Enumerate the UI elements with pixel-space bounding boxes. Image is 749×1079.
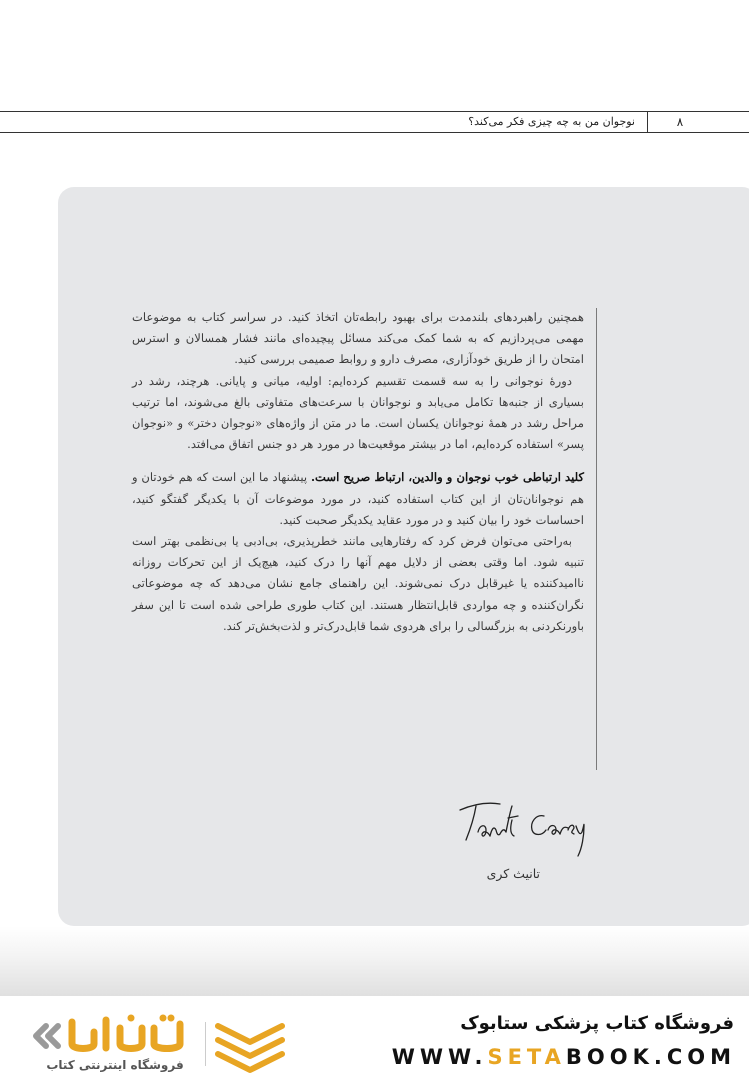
paragraph-1: همچنین راهبردهای بلندمدت برای بهبود رابطه‌تان اتخاذ کنید. در سراسر کتاب به موضوعات مهمی می‌پردازیم که به شما کمک می‌کند مسائل پیچیده‌ای مانند فشار همسالان و استرس امتحان را از طریق خودآزاری، مصرف دارو و روابط صمیمی بررسی کنید. — [132, 310, 584, 367]
body-text — [132, 307, 584, 637]
paragraph-3 — [132, 467, 584, 531]
page-number: ۸ — [676, 115, 684, 129]
store-name: فروشگاه کتاب پزشکی ستابوک — [460, 1013, 734, 1034]
paragraph-3-rest: پیشنهاد ما این است که هم خودتان و هم نوجوانان‌تان از این کتاب استفاده کنید، در مورد موضوعات آن با یکدیگر گفتگو کنید، احساسات خود را بیان کنید و در مورد عقاید یکدیگر صحبت کنید. — [132, 470, 584, 527]
header-rule-bottom — [0, 132, 749, 133]
page-shadow — [0, 926, 749, 996]
book-stack-logo-icon — [214, 1018, 286, 1074]
running-title: نوجوان من به چه چیزی فکر می‌کند؟ — [468, 115, 635, 128]
signer-name: تانیث کری — [486, 866, 540, 881]
store-url-suffix: BOOK.COM — [565, 1045, 736, 1069]
store-url-prefix: WWW. — [391, 1045, 488, 1069]
setabook-wordmark-logo — [32, 1010, 202, 1058]
store-url-accent: SETA — [487, 1045, 566, 1069]
logo-tagline: فروشگاه اینترنتی کتاب — [46, 1058, 184, 1072]
logo-divider — [205, 1022, 206, 1066]
side-rule — [596, 308, 597, 770]
paragraph-3-bold: کلید ارتباطی خوب نوجوان و والدین، ارتباط صریح است. — [310, 470, 584, 485]
paragraph-2: دورهٔ نوجوانی را به سه قسمت تقسیم کرده‌ایم: اولیه، میانی و پایانی. هرچند، رشد در بسیاری از جنبه‌ها تکامل می‌یابد و نوجوانان با سرعت‌های متفاوتی بالغ می‌شوند، اما ترتیب مراحل رشد در همهٔ نوجوانان یکسان است. ما در متن از واژه‌های «نوجوان دختر» و «نوجوان پسر» استفاده کرده‌ایم، اما در بیشتر موقعیت‌ها در مورد هر دو جنس اتفاق می‌افتد. — [132, 373, 584, 452]
header-rule-top — [0, 111, 749, 112]
paragraph-4: به‌راحتی می‌توان فرض کرد که رفتارهایی مانند خطرپذیری، بی‌ادبی یا بی‌نظمی بهتر است تنبیه شود. اما وقتی بعضی از دلایل مهم آنها را درک کنید، هیچ‌یک از این تحرکات روزانه ناامیدکننده یا غیرقابل درک نمی‌شوند. این راهنمای جامع نشان می‌دهد که چه موضوعاتی نگران‌کننده و چه مواردی قابل‌انتظار هستند. این کتاب طوری طراحی شده است تا این سفر باورنکردنی به بزرگسالی را برای هردوی شما قابل‌درک‌تر و لذت‌بخش‌تر کند. — [132, 534, 584, 633]
signature-image — [456, 796, 590, 862]
store-url[interactable] — [386, 1040, 736, 1074]
header-divider — [647, 111, 648, 132]
